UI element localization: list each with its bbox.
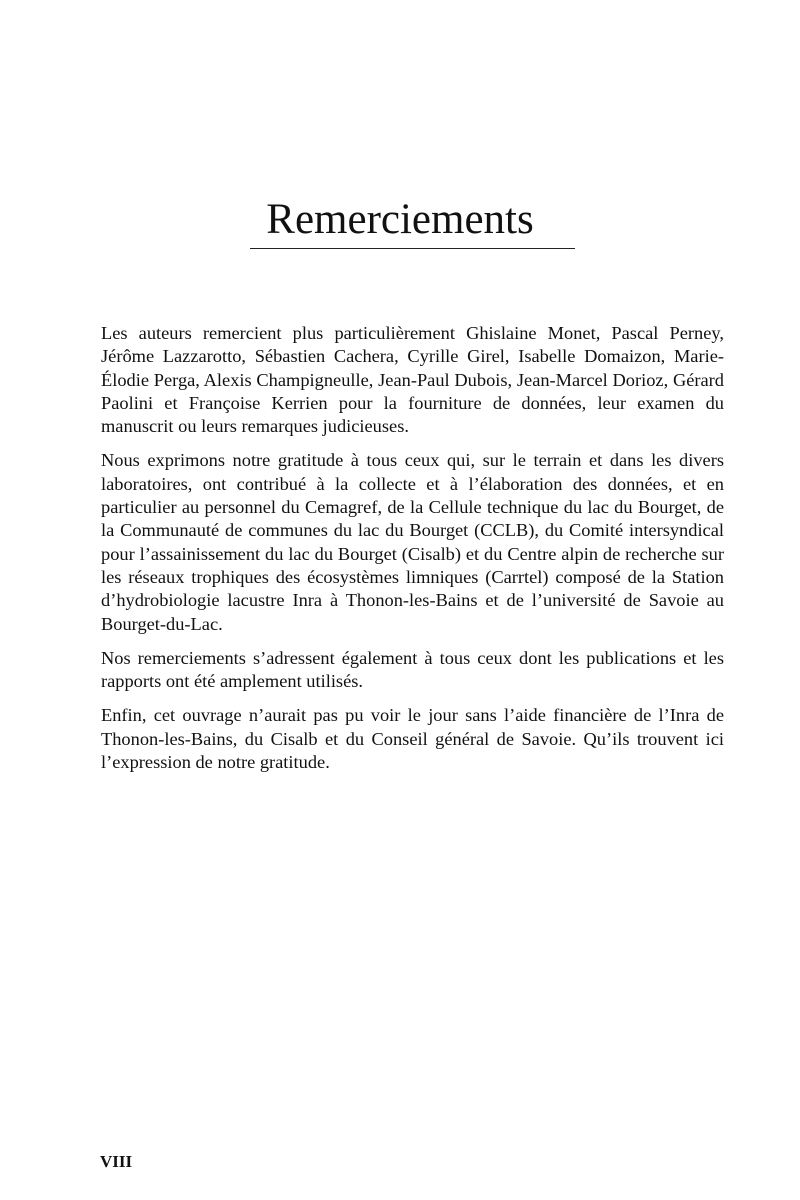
acknowledgements-body: [101, 322, 724, 785]
paragraph-contributors: Les auteurs remercient plus particulièrement Ghislaine Monet, Pascal Perney, Jérôme Lazzarotto, Sébastien Cachera, Cyrille Girel, Isabelle Domaizon, Marie-Élodie Perga, Alexis Champigneulle, Jean-Paul Dubois, Jean-Marcel Dorioz, Gérard Paolini et Françoise Kerrien pour la fourniture de données, leur examen du manuscrit ou leurs remarques judicieuses.: [101, 323, 724, 437]
paragraph-publications: Nos remerciements s’adressent également à tous ceux dont les publications et les rapports ont été amplement utilisés.: [101, 647, 724, 692]
title-underline: [250, 248, 575, 249]
paragraph-funding: Enfin, cet ouvrage n’aurait pas pu voir le jour sans l’aide financière de l’Inra de Thonon-les-Bains, du Cisalb et du Conseil général de Savoie. Qu’ils trouvent ici l’expression de notre gratitude.: [101, 705, 724, 773]
page-title: Remerciements: [266, 196, 534, 243]
paragraph-gratitude: Nous exprimons notre gratitude à tous ceux qui, sur le terrain et dans les divers laboratoires, ont contribué à la collecte et à l’élaboration des données, et en particulier au personnel du Cemagref, de la Cellule technique du lac du Bourget, de la Communauté de communes du lac du Bourget (CCLB), du Comité intersyndical pour l’assainissement du lac du Bourget (Cisalb) et du Centre alpin de recherche sur les réseaux trophiques des écosystèmes limniques (Carrtel) composé de la Station d’hydrobiologie lacustre Inra à Thonon-les-Bains et de l’université de Savoie au Bourget-du-Lac.: [101, 450, 724, 634]
page-number: VIII: [100, 1152, 133, 1171]
